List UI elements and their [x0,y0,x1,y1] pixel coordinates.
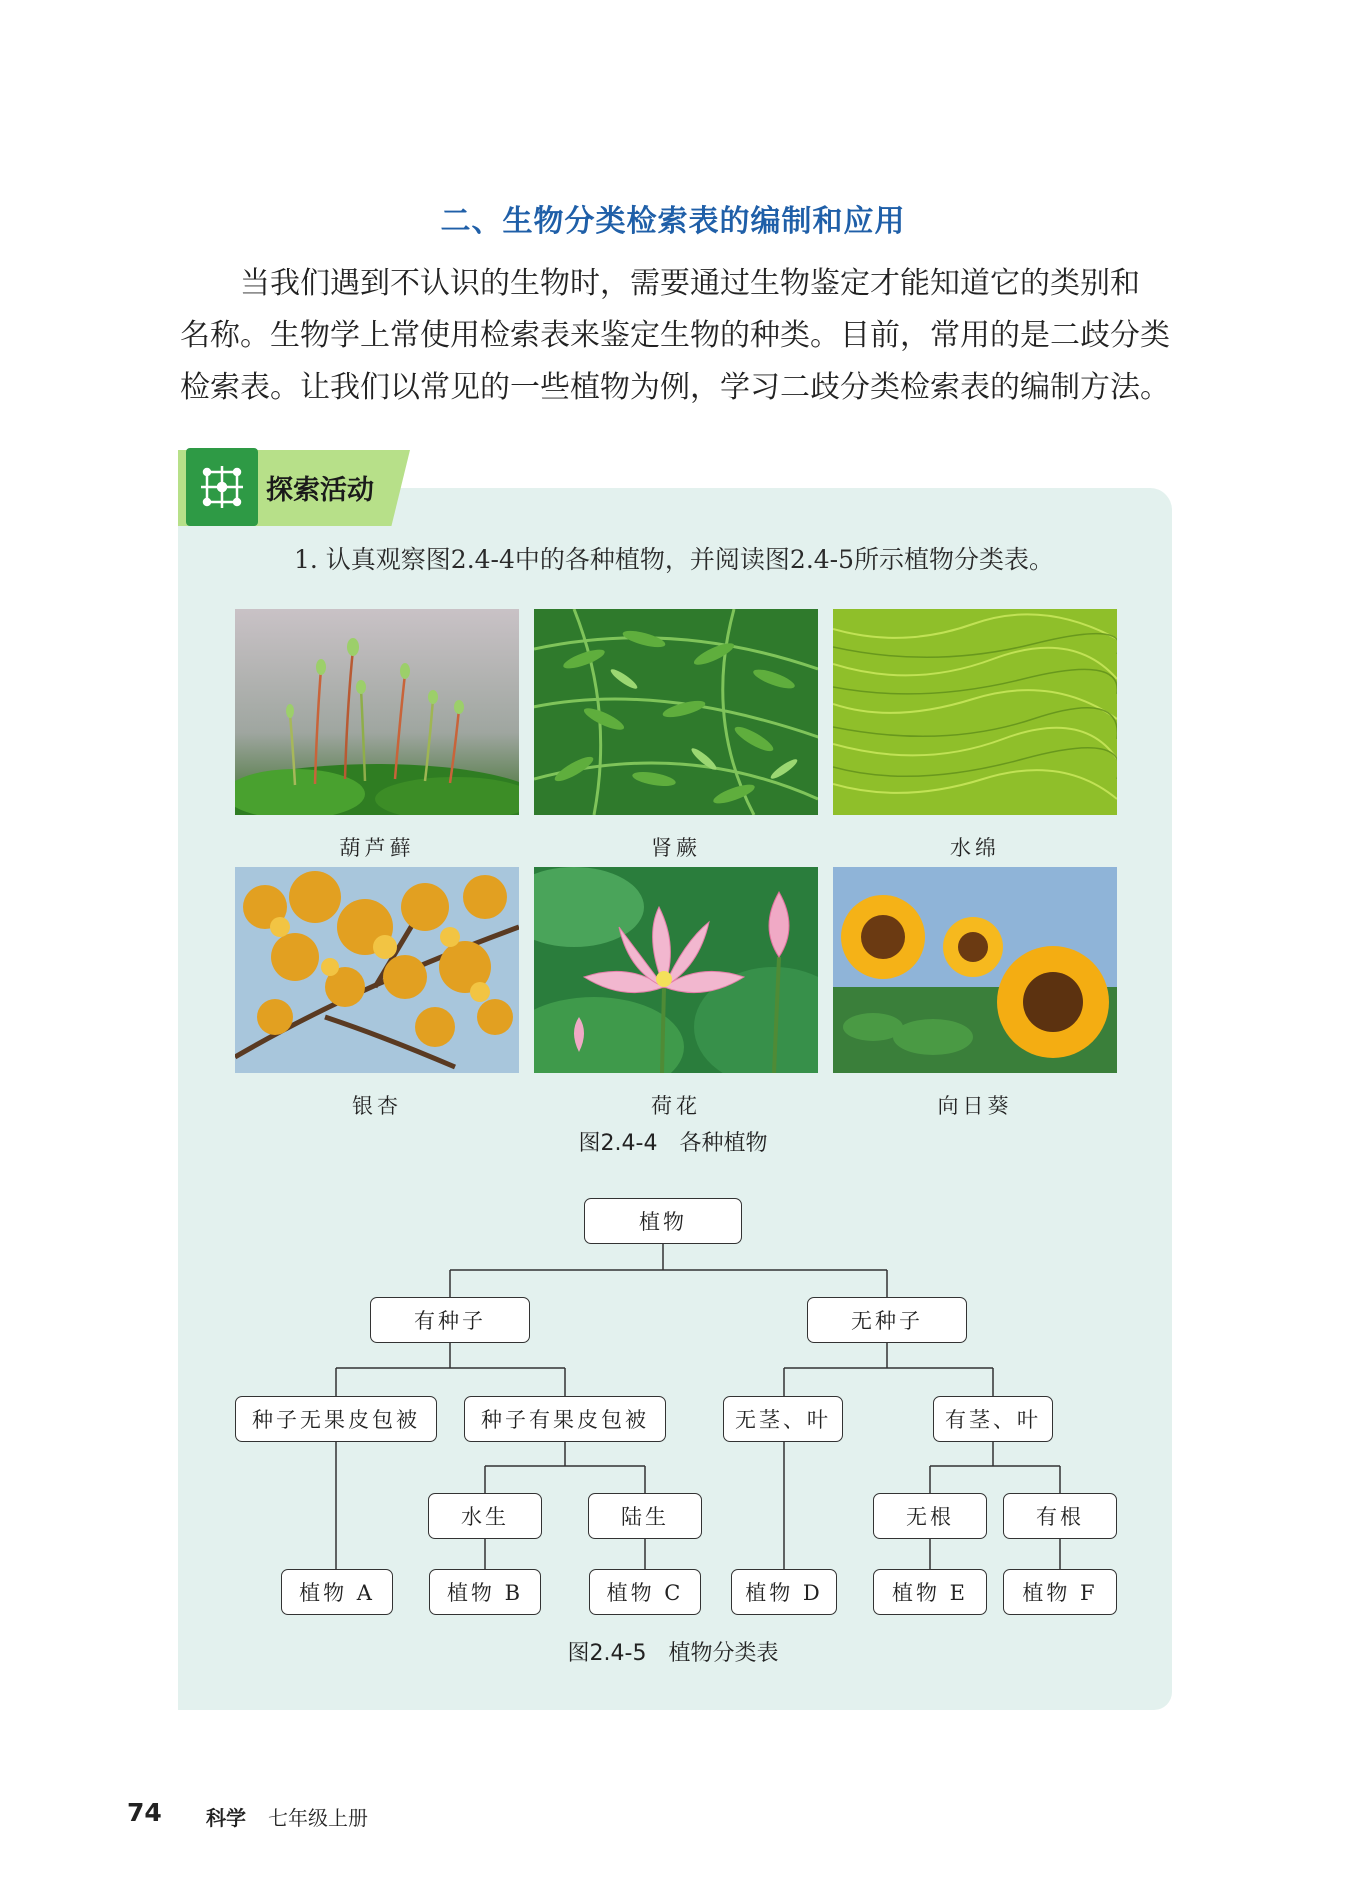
tree-node-has-root: 有根 [1003,1493,1117,1539]
figure-caption-tree: 图2.4-5 植物分类表 [567,1641,779,1666]
paragraph-line: 名称。生物学上常使用检索表来鉴定生物的种类。目前，常用的是二歧分类 [180,318,1170,353]
tree-node-has-stem-leaf: 有茎、叶 [933,1396,1053,1442]
caption-moss: 葫芦藓 [339,836,415,860]
caption-sunflower: 向日葵 [937,1094,1013,1118]
paragraph-line: 检索表。让我们以常见的一些植物为例，学习二歧分类检索表的编制方法。 [180,370,1170,405]
tree-leaf-plant-e: 植物 E [873,1569,987,1615]
tree-node-root: 植物 [584,1198,742,1244]
tree-node-no-stem-leaf: 无茎、叶 [723,1396,843,1442]
paragraph-line: 当我们遇到不认识的生物时，需要通过生物鉴定才能知道它的类别和 [240,266,1140,301]
caption-ginkgo: 银杏 [352,1094,402,1118]
caption-algae: 水绵 [950,836,1000,860]
activity-tag-label: 探索活动 [266,475,374,506]
page-number: 74 [127,1798,162,1827]
tree-node-seed-with-fruit: 种子有果皮包被 [464,1396,666,1442]
tree-node-no-root: 无根 [873,1493,987,1539]
caption-lotus: 荷花 [651,1094,701,1118]
tree-leaf-plant-c: 植物 C [589,1569,701,1615]
tree-node-seed-no-fruit: 种子无果皮包被 [235,1396,437,1442]
section-heading: 二、生物分类检索表的编制和应用 [440,204,906,239]
tree-node-with-seed: 有种子 [370,1297,530,1343]
tree-leaf-plant-a: 植物 A [281,1569,393,1615]
activity-instruction: 1. 认真观察图2.4-4中的各种植物，并阅读图2.4-5所示植物分类表。 [294,545,1055,574]
tree-leaf-plant-d: 植物 D [731,1569,837,1615]
tree-leaf-plant-b: 植物 B [429,1569,541,1615]
tree-node-aquatic: 水生 [428,1493,542,1539]
tree-node-without-seed: 无种子 [807,1297,967,1343]
tree-node-terrestrial: 陆生 [588,1493,702,1539]
caption-fern: 肾蕨 [651,836,701,860]
tree-leaf-plant-f: 植物 F [1003,1569,1117,1615]
footer-grade: 七年级上册 [268,1806,368,1830]
footer-subject: 科学 [206,1806,246,1830]
figure-caption-plants: 图2.4-4 各种植物 [578,1131,768,1156]
